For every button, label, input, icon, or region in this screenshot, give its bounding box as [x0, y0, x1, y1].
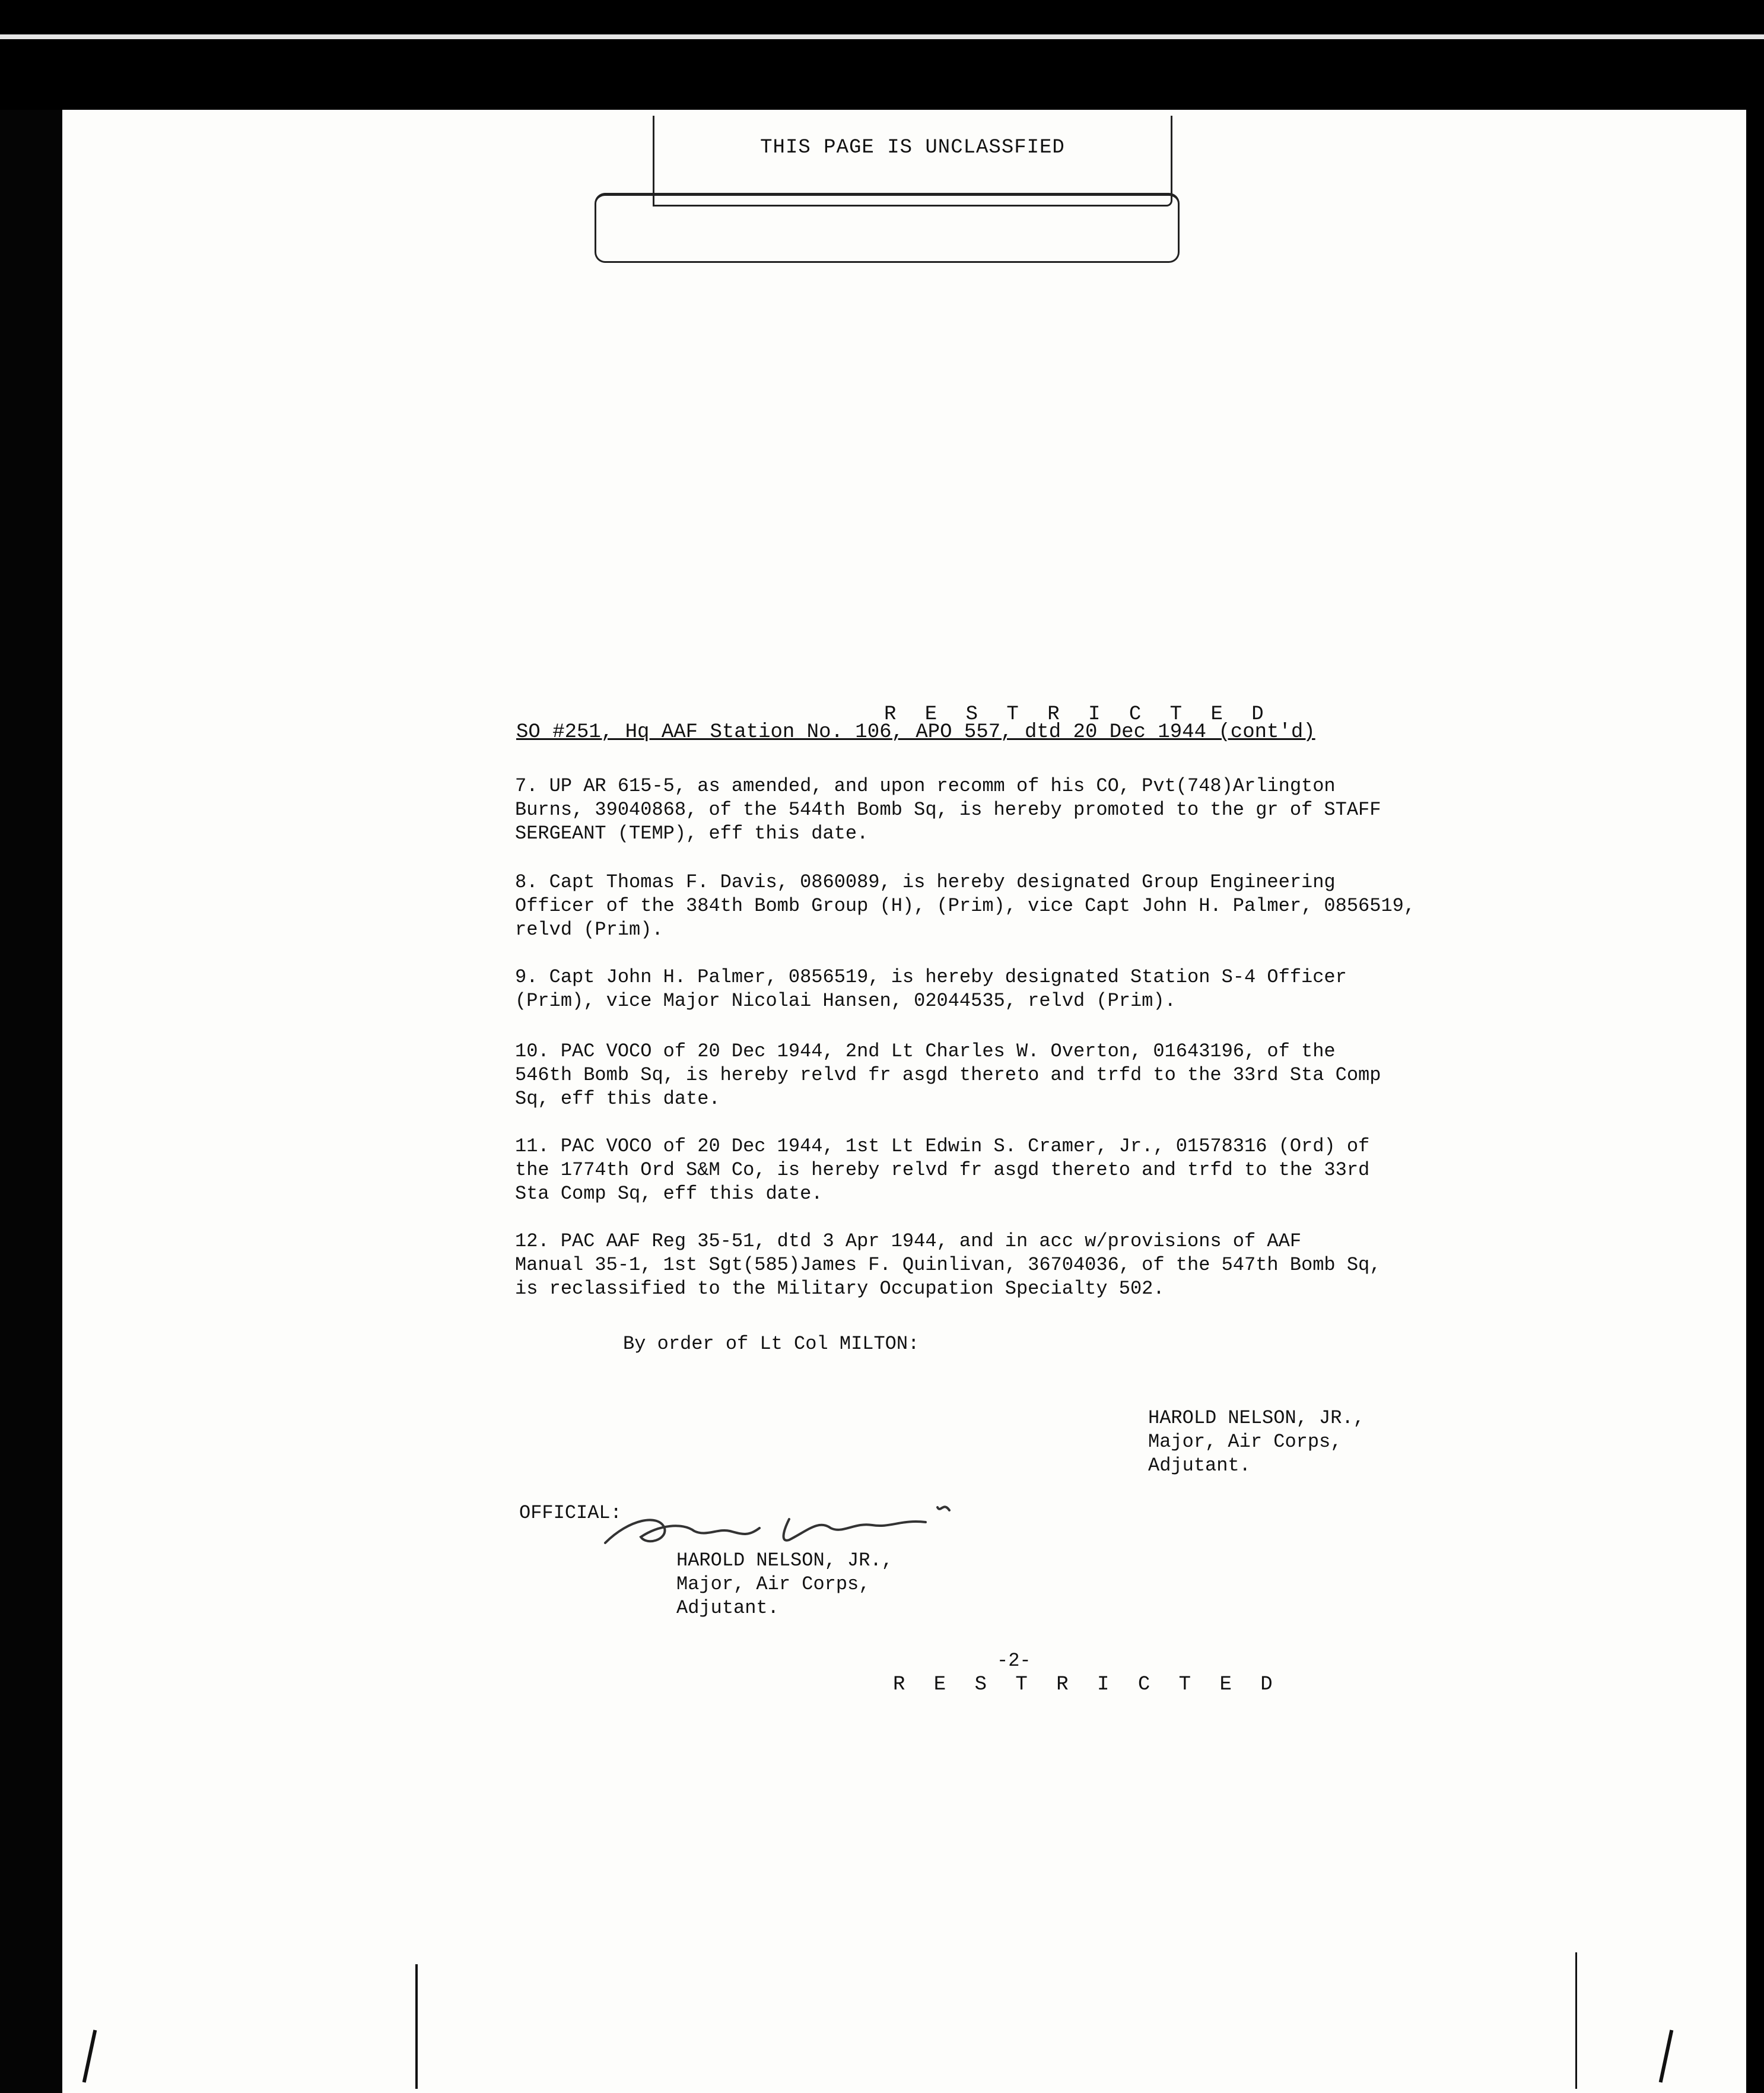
paragraph-7: 7. UP AR 615-5, as amended, and upon recomm of his CO, Pvt(748)Arlington Burns, 39040868, of the 544th Bomb Sq, is hereby promoted to the gr of STAFF SERGEANT (TEMP), eff this date. — [515, 775, 1381, 844]
stamp-text: THIS PAGE IS UNCLASSFIED — [760, 136, 1065, 159]
paragraph-8: 8. Capt Thomas F. Davis, 0860089, is hereby designated Group Engineering Officer of the 384th Bomb Group (H), (Prim), vice Capt John H. Palmer, 0856519, relvd (Prim). — [515, 871, 1416, 941]
scan-top-rule — [0, 34, 1764, 39]
paragraph-12: 12. PAC AAF Reg 35-51, dtd 3 Apr 1944, and in acc w/provisions of AAF Manual 35-1, 1st Sgt(585)James F. Quinlivan, 36704036, of the 547th Bomb Sq, is reclassified to the Military Occupation Specialty 502. — [515, 1230, 1381, 1300]
paragraph-9: 9. Capt John H. Palmer, 0856519, is hereby designated Station S-4 Officer (Prim), vice Major Nicolai Hansen, 02044535, relvd (Prim). — [515, 966, 1347, 1012]
scan-artifact-line — [415, 1964, 418, 2089]
stamp-lower-box — [595, 193, 1180, 263]
order-header: SO #251, Hq AAF Station No. 106, APO 557, dtd 20 Dec 1944 (cont'd) — [516, 721, 1315, 744]
paragraph-11: 11. PAC VOCO of 20 Dec 1944, 1st Lt Edwin S. Cramer, Jr., 01578316 (Ord) of the 1774th Ord S&M Co, is hereby relvd fr asgd thereto and trfd to the 33rd Sta Comp Sq, eff this date. — [515, 1135, 1370, 1205]
by-order-line: By order of Lt Col MILTON: — [623, 1333, 920, 1355]
scan-artifact-line — [1575, 1952, 1577, 2089]
classification-bottom: R E S T R I C T E D — [893, 1673, 1281, 1696]
scan-left-border — [0, 110, 62, 2093]
official-block: HAROLD NELSON, JR., Major, Air Corps, Adjutant. — [676, 1549, 893, 1619]
signature-block: HAROLD NELSON, JR., Major, Air Corps, Adjutant. — [1148, 1407, 1365, 1476]
classification-top: R E S T R I C T E D — [884, 703, 1272, 726]
paragraph-10: 10. PAC VOCO of 20 Dec 1944, 2nd Lt Charles W. Overton, 01643196, of the 546th Bomb Sq, is hereby relvd fr asgd thereto and trfd to the 33rd Sta Comp Sq, eff this date. — [515, 1040, 1381, 1110]
page-number: -2- — [997, 1650, 1031, 1672]
scan-top-border — [0, 0, 1764, 24]
official-label: OFFICIAL: — [519, 1502, 622, 1524]
